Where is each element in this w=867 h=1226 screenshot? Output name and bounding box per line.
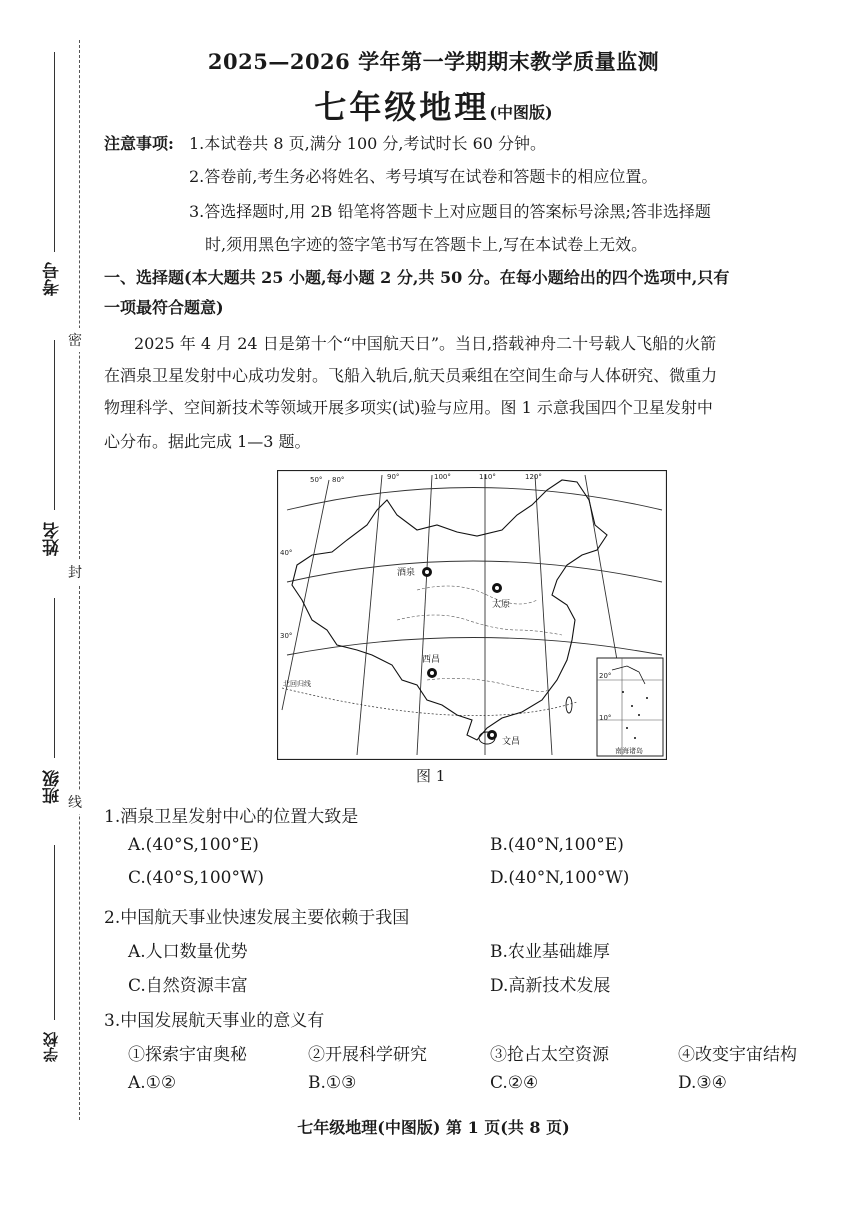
city-xichang: 西昌 — [422, 655, 441, 665]
exam-title: 2025—2026 学年第一学期期末教学质量监测 — [207, 49, 660, 74]
cut-mark-xian: 线 — [68, 790, 82, 814]
q2-option-a[interactable]: A.人口数量优势 — [128, 942, 248, 962]
passage-line-4: 心分布。据此完成 1—3 题。 — [104, 432, 311, 451]
page-footer: 七年级地理(中图版) 第 1 页(共 8 页) — [297, 1118, 570, 1137]
question-2-stem: 2.中国航天事业快速发展主要依赖于我国 — [104, 908, 410, 928]
notice-item-3: 3.答选择题时,用 2B 铅笔将答题卡上对应题目的答案标号涂黑;答非选择题 — [189, 202, 711, 221]
lon-label-50: 50° — [310, 476, 323, 484]
edition-label: (中图版) — [489, 103, 553, 122]
cut-mark-feng: 封 — [68, 560, 82, 584]
taiyuan-marker-icon — [492, 583, 502, 593]
name-label: 姓名 — [43, 522, 63, 556]
q1-option-b[interactable]: B.(40°N,100°E) — [490, 835, 624, 855]
q3-statement-1: ①探索宇宙奥秘 — [128, 1045, 247, 1065]
question-1-stem: 1.酒泉卫星发射中心的位置大致是 — [104, 807, 359, 827]
wenchang-marker-icon — [487, 730, 497, 740]
figure-caption: 图 1 — [416, 767, 446, 785]
notice-item-3-cont: 时,须用黑色字迹的签字笔书写在答题卡上,写在本试卷上无效。 — [205, 235, 648, 254]
q3-option-c[interactable]: C.②④ — [490, 1073, 539, 1093]
city-wenchang: 文昌 — [502, 737, 521, 747]
lon-label-120: 120° — [525, 473, 542, 481]
q2-option-b[interactable]: B.农业基础雄厚 — [490, 942, 610, 962]
lat-label-20: 20° — [599, 672, 612, 680]
school-fill-line — [54, 845, 55, 1020]
lat-label-30: 30° — [280, 632, 293, 640]
q3-option-b[interactable]: B.①③ — [308, 1073, 357, 1093]
subject-title — [0, 82, 867, 128]
inset-label: 南海诸岛 — [615, 747, 643, 755]
section-heading-line1: 一、选择题(本大题共 25 小题,每小题 2 分,共 50 分。在每小题给出的四个选项中,只有 — [104, 268, 730, 287]
jiuquan-marker-icon — [422, 567, 432, 577]
q3-statement-3: ③抢占太空资源 — [490, 1045, 609, 1065]
q1-option-d[interactable]: D.(40°N,100°W) — [490, 868, 630, 888]
lon-label-110: 110° — [479, 473, 496, 481]
tropic-of-cancer-label: 北回归线 — [283, 680, 311, 688]
lat-label-40: 40° — [280, 549, 293, 557]
notice-label: 注意事项: — [104, 134, 174, 153]
lon-label-100: 100° — [434, 473, 451, 481]
city-taiyuan: 太原 — [492, 600, 511, 610]
section-heading-line2: 一项最符合题意) — [104, 298, 224, 317]
xichang-marker-icon — [427, 668, 437, 678]
name-fill-line — [54, 340, 55, 510]
class-fill-line — [54, 598, 55, 758]
passage-line-2: 在酒泉卫星发射中心成功发射。飞船入轨后,航天员乘组在空间生命与人体研究、微重力 — [104, 366, 718, 385]
q1-option-a[interactable]: A.(40°S,100°E) — [128, 835, 259, 855]
q2-option-c[interactable]: C.自然资源丰富 — [128, 976, 248, 996]
q3-statement-2: ②开展科学研究 — [308, 1045, 427, 1065]
lon-label-80: 80° — [332, 476, 345, 484]
school-label: 学校 — [42, 1032, 60, 1062]
notice-item-2: 2.答卷前,考生务必将姓名、考号填写在试卷和答题卡的相应位置。 — [189, 167, 658, 186]
notice-item-1: 1.本试卷共 8 页,满分 100 分,考试时长 60 分钟。 — [189, 134, 547, 153]
lat-label-10: 10° — [599, 714, 612, 722]
lon-label-90: 90° — [387, 473, 400, 481]
q2-option-d[interactable]: D.高新技术发展 — [490, 976, 611, 996]
cut-mark-mi: 密 — [68, 328, 82, 352]
question-3-stem: 3.中国发展航天事业的意义有 — [104, 1011, 325, 1031]
q3-option-d[interactable]: D.③④ — [678, 1073, 727, 1093]
passage-line-3: 物理科学、空间新技术等领域开展多项实(试)验与应用。图 1 示意我国四个卫星发射中 — [104, 398, 713, 417]
subject-name: 七年级地理 — [314, 88, 490, 126]
q3-option-a[interactable]: A.①② — [128, 1073, 177, 1093]
china-launch-centers-map — [277, 470, 667, 760]
exam-number-label: 考号 — [43, 262, 63, 296]
city-jiuquan: 酒泉 — [397, 568, 416, 578]
passage-line-1: 2025 年 4 月 24 日是第十个“中国航天日”。当日,搭载神舟二十号载人飞船的火箭 — [134, 334, 717, 353]
class-label: 班级 — [43, 770, 63, 804]
q3-statement-4: ④改变宇宙结构 — [678, 1045, 797, 1065]
q1-option-c[interactable]: C.(40°S,100°W) — [128, 868, 265, 888]
